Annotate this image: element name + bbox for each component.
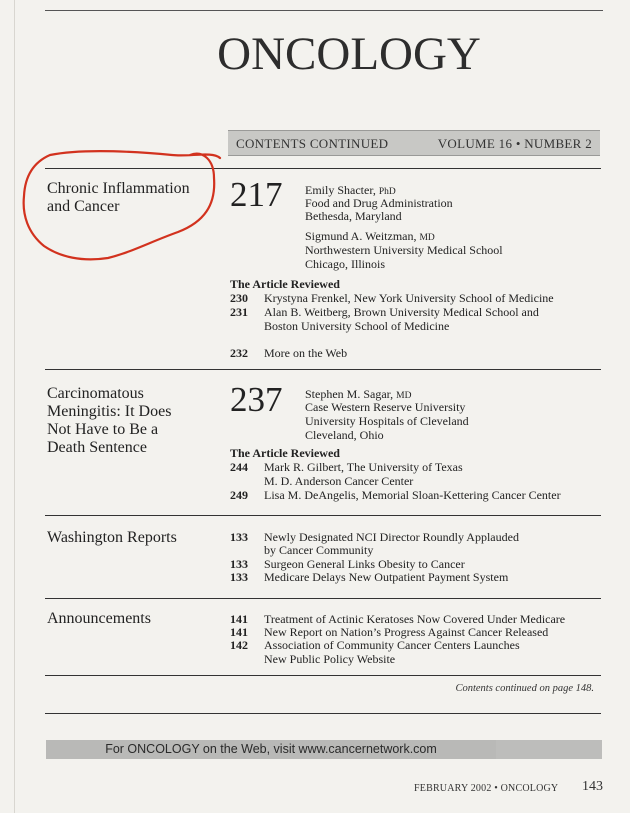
author-location: Chicago, Illinois xyxy=(305,257,385,271)
footer-issue: FEBRUARY 2002 • ONCOLOGY xyxy=(414,783,559,794)
footer-page-number: 143 xyxy=(582,779,603,794)
section-rule xyxy=(45,675,601,676)
author-location: Bethesda, Maryland xyxy=(305,209,402,223)
section-title-chronic-inflammation[interactable] xyxy=(47,180,190,216)
section-title-line: Death Sentence xyxy=(47,439,147,456)
item-page: 141 xyxy=(230,625,248,639)
section-title-line: Meningitis: It Does xyxy=(47,403,172,420)
contents-bar xyxy=(228,130,600,156)
item-page: 141 xyxy=(230,612,248,626)
report-item-cont: by Cancer Community xyxy=(264,543,374,557)
section-title-line: Not Have to Be a xyxy=(47,421,159,438)
section-rule xyxy=(45,515,601,516)
article-page-number: 237 xyxy=(230,380,283,419)
author-affiliation: Northwestern University Medical School xyxy=(305,243,503,257)
item-page: 133 xyxy=(230,530,248,544)
section-title-line: and Cancer xyxy=(47,198,120,215)
author-affiliation: Case Western Reserve University xyxy=(305,400,466,414)
review-text[interactable]: Mark R. Gilbert, The University of Texas xyxy=(264,460,463,474)
review-text[interactable]: Krystyna Frenkel, New York University School of Medicine xyxy=(264,291,554,305)
masthead-title: ONCOLOGY xyxy=(217,28,481,80)
volume-number-label: VOLUME 16 • NUMBER 2 xyxy=(437,136,592,151)
section-rule xyxy=(45,713,601,714)
reviewed-heading: The Article Reviewed xyxy=(230,277,340,291)
section-title-carcinomatous-meningitis[interactable] xyxy=(47,385,171,457)
web-page-number: 232 xyxy=(230,346,248,360)
author-degree: MD xyxy=(419,233,435,243)
section-rule xyxy=(45,168,601,169)
author-name: Emily Shacter, xyxy=(305,183,379,197)
reviewed-heading: The Article Reviewed xyxy=(230,446,340,460)
section-rule xyxy=(45,598,601,599)
author-affiliation: Food and Drug Administration xyxy=(305,196,453,210)
page-edge xyxy=(14,0,15,813)
item-page: 142 xyxy=(230,638,248,652)
contents-continued-note: Contents continued on page 148. xyxy=(455,683,594,694)
author-degree: MD xyxy=(396,391,412,401)
more-on-web-link[interactable]: More on the Web xyxy=(264,346,348,360)
review-text[interactable]: Alan B. Weitberg, Brown University Medical School and xyxy=(264,305,539,319)
report-item[interactable]: Surgeon General Links Obesity to Cancer xyxy=(264,557,465,571)
top-rule xyxy=(45,10,603,11)
item-page: 133 xyxy=(230,557,248,571)
author-location: Cleveland, Ohio xyxy=(305,428,384,442)
report-item[interactable]: Newly Designated NCI Director Roundly Applauded xyxy=(264,530,519,544)
section-title-line: Chronic Inflammation xyxy=(47,180,190,197)
report-item[interactable]: Medicare Delays New Outpatient Payment System xyxy=(264,570,509,584)
review-text-cont: Boston University School of Medicine xyxy=(264,319,450,333)
review-page: 230 xyxy=(230,291,248,305)
announcement-item[interactable]: Treatment of Actinic Keratoses Now Covered Under Medicare xyxy=(264,612,566,626)
review-page: 249 xyxy=(230,488,248,502)
review-text-cont: M. D. Anderson Cancer Center xyxy=(264,474,414,488)
review-page: 244 xyxy=(230,460,248,474)
announcement-item[interactable]: Association of Community Cancer Centers Launches xyxy=(264,638,520,652)
author-name: Stephen M. Sagar, xyxy=(305,387,397,401)
announcement-item[interactable]: New Report on Nation’s Progress Against Cancer Released xyxy=(264,625,549,639)
section-title-line: Carcinomatous xyxy=(47,385,144,402)
section-rule xyxy=(45,369,601,370)
web-banner[interactable]: For ONCOLOGY on the Web, visit www.cancernetwork.com xyxy=(46,740,496,759)
author-degree: PhD xyxy=(378,187,396,197)
review-page: 231 xyxy=(230,305,248,319)
item-page: 133 xyxy=(230,570,248,584)
announcement-item-cont: New Public Policy Website xyxy=(264,652,396,666)
review-text[interactable]: Lisa M. DeAngelis, Memorial Sloan-Kettering Cancer Center xyxy=(264,488,561,502)
contents-continued-label: CONTENTS CONTINUED xyxy=(236,136,389,151)
section-title-washington-reports[interactable]: Washington Reports xyxy=(47,529,177,546)
section-title-announcements[interactable]: Announcements xyxy=(47,610,151,627)
masthead xyxy=(0,26,630,82)
article-page-number: 217 xyxy=(230,175,283,214)
author-affiliation: University Hospitals of Cleveland xyxy=(305,414,469,428)
author-name: Sigmund A. Weitzman, xyxy=(305,229,420,243)
web-banner-extension xyxy=(496,740,602,759)
